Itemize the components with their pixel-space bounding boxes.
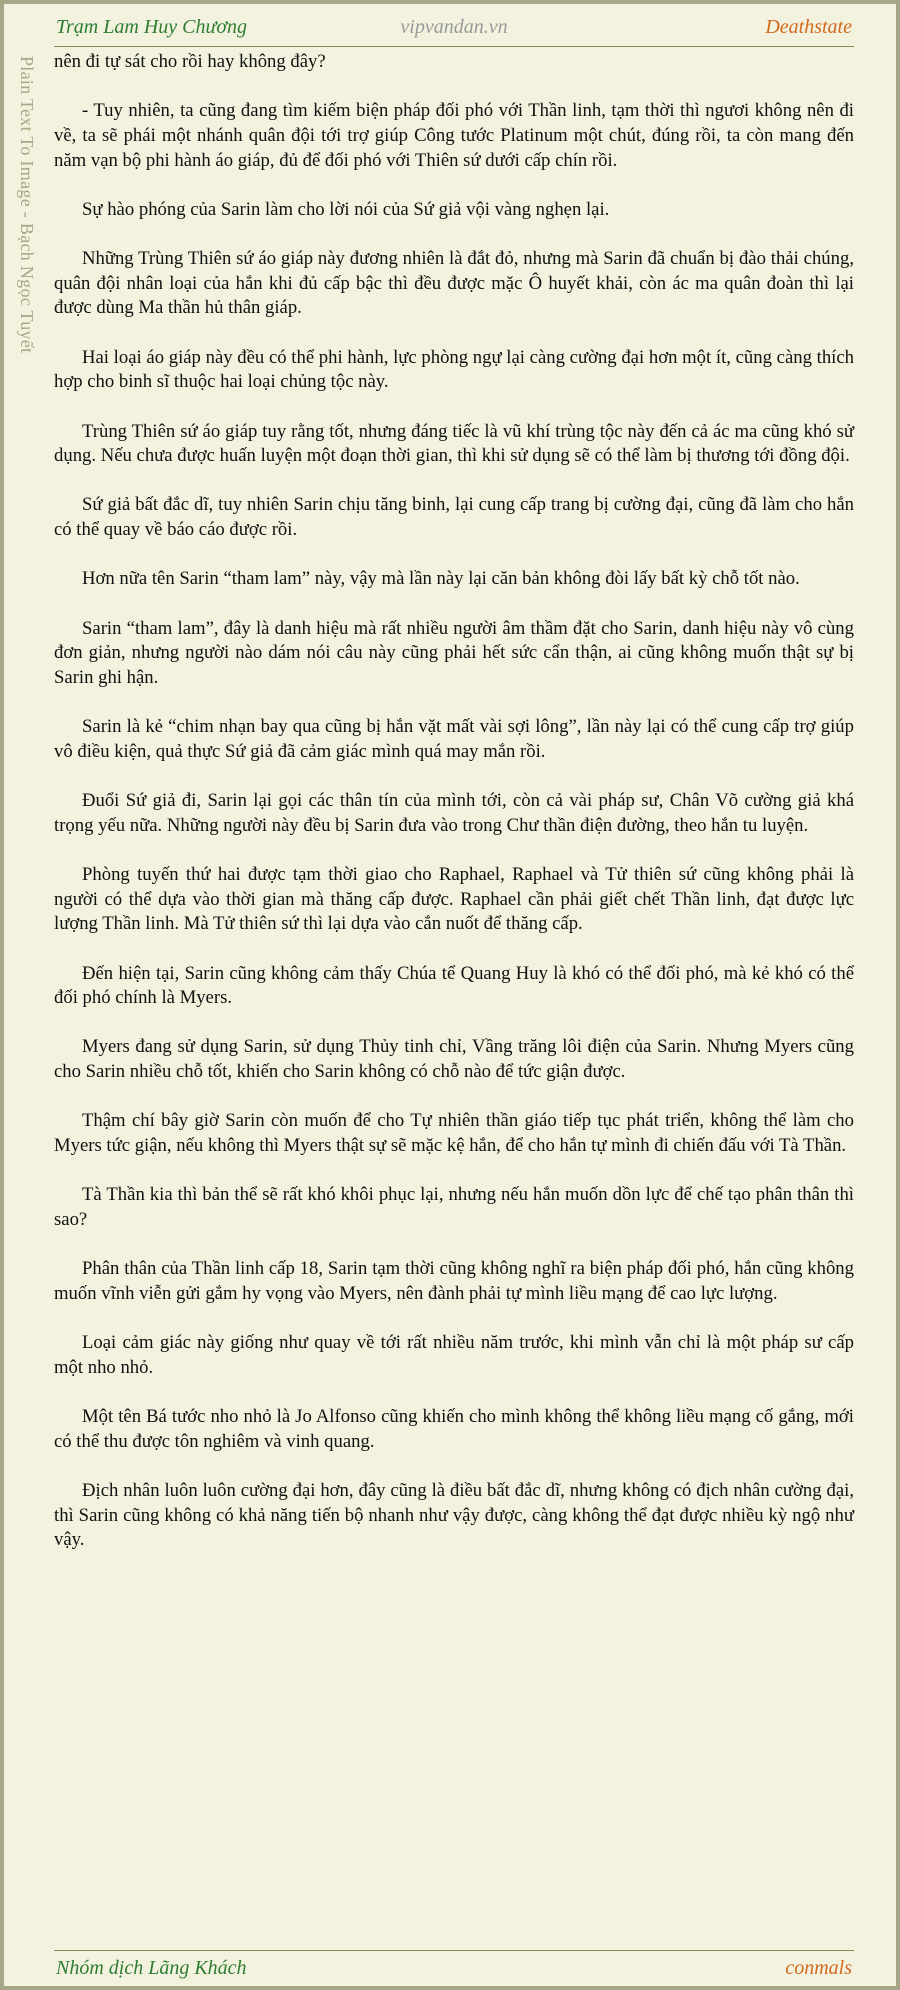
- paragraph: Thậm chí bây giờ Sarin còn muốn để cho Tự nhiên thần giáo tiếp tục phát triển, không thể làm cho Myers tức giận, nếu không thì Myers thật sự sẽ mặc kệ hắn, để cho hắn tự mình đi chiến đấu với Tà Thần.: [54, 1110, 854, 1157]
- paragraph: Hơn nữa tên Sarin “tham lam” này, vậy mà lần này lại căn bản không đòi lấy bất kỳ chỗ tốt nào.: [82, 568, 800, 590]
- header-site: vipvandan.vn: [400, 16, 508, 38]
- paragraph: Địch nhân luôn luôn cường đại hơn, đây cũng là điều bất đắc dĩ, nhưng không có địch nhân cường đại, thì Sarin cũng không có khả năng tiến bộ nhanh như vậy được, càng không thể đạt được nhiều kỳ ngộ như vậy.: [54, 1479, 854, 1551]
- paragraph: Phòng tuyến thứ hai được tạm thời giao cho Raphael, Raphael và Tử thiên sứ cũng không phải là người có thể dựa vào thời gian mà thăng cấp được. Raphael cần phải giết chết Thần linh, đạt được lực lượng Thần linh. Mà Tử thiên sứ thì lại dựa vào cắn nuốt để thăng cấp.: [54, 863, 854, 935]
- paragraph: Những Trùng Thiên sứ áo giáp này đương nhiên là đắt đỏ, nhưng mà Sarin đã chuẩn bị đào thải chúng, quân đội nhân loại của hắn khi đủ cấp bậc thì đều được mặc Ô huyết khải, còn ác ma quân đoàn thì lại được dùng Ma thần hủ thân giáp.: [54, 248, 854, 319]
- paragraph: Tà Thần kia thì bản thể sẽ rất khó khôi phục lại, nhưng nếu hắn muốn dồn lực để chế tạo phân thân thì sao?: [54, 1184, 854, 1230]
- paragraph: Đến hiện tại, Sarin cũng không cảm thấy Chúa tể Quang Huy là khó có thể đối phó, mà kẻ khó có thể đối phó chính là Myers.: [54, 962, 854, 1009]
- paragraph: Sarin “tham lam”, đây là danh hiệu mà rất nhiều người âm thầm đặt cho Sarin, danh hiệu này vô cùng đơn giản, nhưng người nào dám nói câu này cũng phải hết sức cẩn thận, ai cũng không muốn thật sự bị Sarin ghi hận.: [54, 617, 854, 688]
- paragraph: Một tên Bá tước nho nhỏ là Jo Alfonso cũng khiến cho mình không thể không liều mạng cố gắng, mới có thể thu được tôn nghiêm và vinh quang.: [54, 1406, 854, 1452]
- paragraph: Phân thân của Thần linh cấp 18, Sarin tạm thời cũng không nghĩ ra biện pháp đối phó, hắn cũng không muốn vĩnh viễn gửi gắm hy vọng vào Myers, nên đành phải tự mình liều mạng để cao lực lượng.: [54, 1258, 854, 1304]
- chapter-text: [54, 50, 854, 1578]
- header-title: Trạm Lam Huy Chương: [56, 16, 248, 38]
- page-footer: [54, 1950, 854, 1987]
- paragraph: Myers đang sử dụng Sarin, sử dụng Thủy tinh chỉ, Vầng trăng lôi điện của Sarin. Nhưng Myers cũng cho Sarin nhiều chỗ tốt, khiến cho Sarin không có chỗ nào để tức giận được.: [54, 1036, 854, 1083]
- paragraph: - Tuy nhiên, ta cũng đang tìm kiếm biện pháp đối phó với Thần linh, tạm thời thì ngươi không nên đi về, ta sẽ phái một nhánh quân đội tới trợ giúp Công tước Platinum một chút, đúng rồi, ta còn mang đến năm vạn bộ phi hành áo giáp, đủ để đối phó với Thiên sứ dưới cấp chín rồi.: [54, 100, 854, 171]
- paragraph: Sự hào phóng của Sarin làm cho lời nói của Sứ giả vội vàng nghẹn lại.: [82, 198, 610, 220]
- paragraph: Loại cảm giác này giống như quay về tới rất nhiều năm trước, khi mình vẫn chỉ là một pháp sư cấp một nho nhỏ.: [54, 1332, 854, 1378]
- footer-editor: conmals: [785, 1957, 852, 1979]
- footer-translator: Nhóm dịch Lãng Khách: [56, 1957, 247, 1979]
- paragraph: Sứ giả bất đắc dĩ, tuy nhiên Sarin chịu tăng binh, lại cung cấp trang bị cường đại, cũng đã làm cho hắn có thể quay về báo cáo được rồi.: [54, 494, 854, 541]
- paragraph: Trùng Thiên sứ áo giáp tuy rằng tốt, nhưng đáng tiếc là vũ khí trùng tộc này đến cả ác ma cũng khó sử dụng. Nếu chưa được huấn luyện một đoạn thời gian, thì khi sử dụng sẽ có thể làm bị thương tới đồng đội.: [54, 420, 854, 467]
- header-author: Deathstate: [765, 16, 852, 38]
- page-header: [54, 10, 854, 47]
- paragraph: nên đi tự sát cho rồi hay không đây?: [54, 51, 326, 72]
- paragraph: Sarin là kẻ “chim nhạn bay qua cũng bị hắn vặt mất vài sợi lông”, lần này lại có thể cung cấp trợ giúp vô điều kiện, quả thực Sứ giả đã cảm giác mình quá may mắn rồi.: [54, 716, 854, 762]
- side-watermark: Plain Text To Image - Bạch Ngọc Tuyết: [17, 56, 37, 354]
- paragraph: Hai loại áo giáp này đều có thể phi hành, lực phòng ngự lại càng cường đại hơn một ít, cũng càng thích hợp cho binh sĩ thuộc hai loại chủng tộc này.: [54, 346, 854, 393]
- paragraph: Đuổi Sứ giả đi, Sarin lại gọi các thân tín của mình tới, còn cả vài pháp sư, Chân Võ cường giả khá trọng yếu nữa. Những người này đều bị Sarin đưa vào trong Chư thần điện đường, theo hắn tu luyện.: [54, 790, 854, 836]
